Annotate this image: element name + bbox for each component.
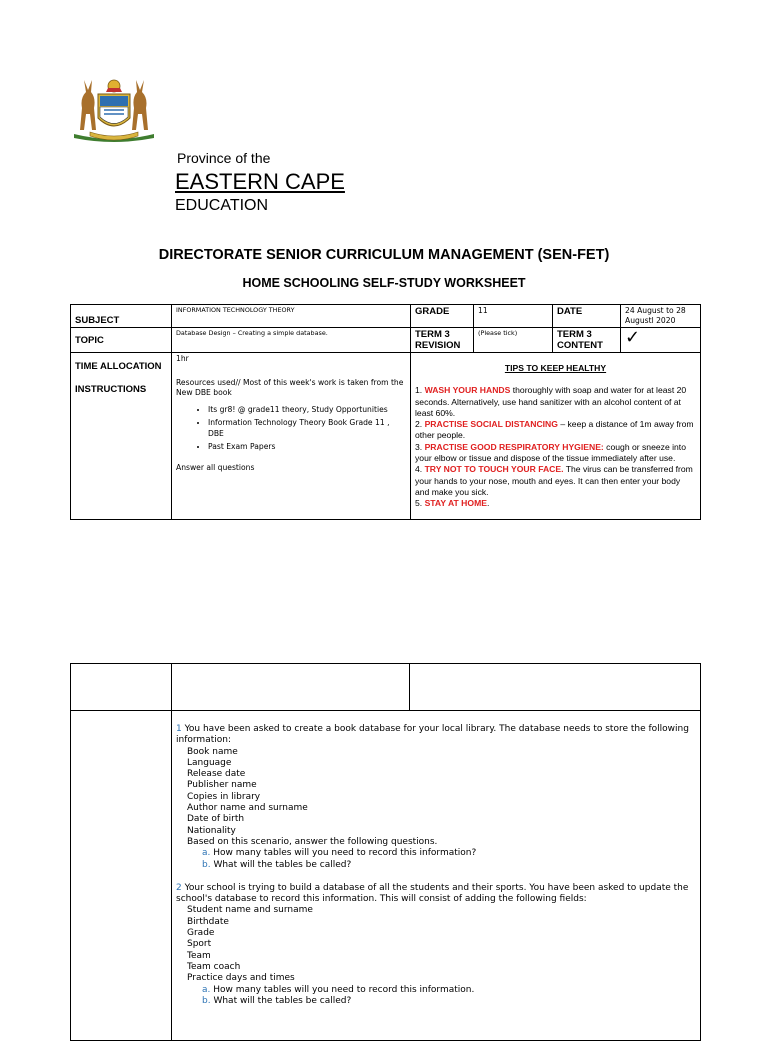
- resource-item: • Information Technology Theory Book Grade 11 , DBE: [208, 418, 406, 439]
- sub-question: b. What will the tables be called?: [202, 995, 352, 1006]
- field-item: Team: [187, 950, 211, 961]
- term-content-label: TERM 3 CONTENT: [553, 328, 621, 353]
- instructions-label: INSTRUCTIONS: [75, 384, 147, 395]
- time-instructions-labels: [71, 353, 172, 520]
- field-item: Book name: [187, 746, 238, 757]
- term-revision-label: TERM 3 REVISION: [411, 328, 474, 353]
- field-item: Nationality: [187, 825, 236, 836]
- blank-cell: [71, 664, 172, 711]
- blank-cell: [172, 664, 410, 711]
- date-value: 24 August to 28 Augustl 2020: [621, 305, 701, 328]
- questions-cell: [172, 711, 701, 1041]
- resource-item: • Its gr8! @ grade11 theory, Study Opportunities: [208, 405, 406, 416]
- tip-item: 5. STAY AT HOME.: [415, 498, 490, 509]
- field-item: Publisher name: [187, 780, 257, 791]
- tips-cell: [411, 353, 701, 520]
- time-allocation-label: TIME ALLOCATION: [75, 361, 162, 372]
- check-mark-icon: ✓: [621, 328, 701, 353]
- field-item: Practice days and times: [187, 973, 295, 984]
- sub-question: b. What will the tables be called?: [202, 859, 352, 870]
- field-item: Grade: [187, 928, 215, 939]
- topic-value: Database Design – Creating a simple database.: [172, 328, 411, 353]
- topic-label: TOPIC: [71, 328, 172, 353]
- field-item: Language: [187, 757, 232, 768]
- time-allocation-value: 1hr: [176, 354, 189, 363]
- please-tick-text: (Please tick): [474, 328, 553, 353]
- resource-item: • Past Exam Papers: [208, 442, 406, 453]
- field-item: Author name and surname: [187, 803, 308, 814]
- tip-item: 3. PRACTISE GOOD RESPIRATORY HYGIENE: cough or sneeze into your elbow or tissue and dispose of the tissue immediately after use.: [415, 441, 686, 464]
- answer-all-text: Answer all questions: [176, 462, 255, 472]
- blank-cell: [410, 664, 701, 711]
- sub-question: a. How many tables will you need to record this information.: [202, 984, 475, 995]
- field-item: Copies in library: [187, 791, 261, 802]
- info-table: [70, 304, 701, 520]
- grade-value: 11: [474, 305, 553, 328]
- worksheet-title: HOME SCHOOLING SELF-STUDY WORKSHEET: [242, 276, 526, 290]
- resources-list: [176, 405, 406, 453]
- question-2: 2 Your school is trying to build a database of all the students and their sports. You have been asked to update the school's database to record this information. This will consist of adding the following fields: Student name and surname Birthdate Grade Sport Team Team coach Practice days and times a. How many tables will you need to record this information. b. What will the tables be called?: [176, 883, 696, 1007]
- field-item: Student name and surname: [187, 905, 313, 916]
- field-item: Sport: [187, 939, 212, 950]
- field-item: Birthdate: [187, 916, 229, 927]
- tips-title: TIPS TO KEEP HEALTHY: [504, 363, 607, 373]
- coat-of-arms-icon: [70, 74, 158, 144]
- field-item: Release date: [187, 769, 246, 780]
- directorate-title: DIRECTORATE SENIOR CURRICULUM MANAGEMENT (SEN-FET): [158, 247, 610, 263]
- tip-item: 2. PRACTISE SOCIAL DISTANCING – keep a distance of 1m away from other people.: [415, 419, 694, 441]
- province-of-text: Province of the: [177, 150, 271, 166]
- department-name: EDUCATION: [175, 197, 269, 214]
- question-1: 1 You have been asked to create a book database for your local library. The database needs to store the following information: Book name Language Release date Publisher name Copies in library Author name and surname Date of birth Nationality Based on this scenario, answer the following questions. a. How many tables will you need to record this information? b. What will the tables be called?: [176, 724, 696, 871]
- field-item: Date of birth: [187, 814, 245, 825]
- resources-intro: Resources used// Most of this week's work is taken from the New DBE book: [176, 377, 404, 397]
- date-label: DATE: [553, 305, 621, 328]
- tip-item: 1. WASH YOUR HANDS thoroughly with soap and water for at least 20 seconds. Alternatively, use hand sanitizer with an alcohol content of at least 60%.: [415, 385, 687, 418]
- sub-question: a. How many tables will you need to record this information?: [202, 848, 477, 859]
- blank-cell: [71, 711, 172, 1041]
- grade-label: GRADE: [411, 305, 474, 328]
- question-prompt: Based on this scenario, answer the following questions.: [187, 836, 438, 847]
- questions-table: [70, 663, 701, 1041]
- instructions-cell: [172, 353, 411, 520]
- subject-value: INFORMATION TECHNOLOGY THEORY: [172, 305, 411, 328]
- tip-item: 4. TRY NOT TO TOUCH YOUR FACE. The virus can be transferred from your hands to your nose, mouth and eyes. It can then enter your body and make you sick.: [415, 464, 693, 497]
- subject-label: SUBJECT: [71, 305, 172, 328]
- field-item: Team coach: [187, 961, 241, 972]
- province-name: EASTERN CAPE: [175, 169, 345, 194]
